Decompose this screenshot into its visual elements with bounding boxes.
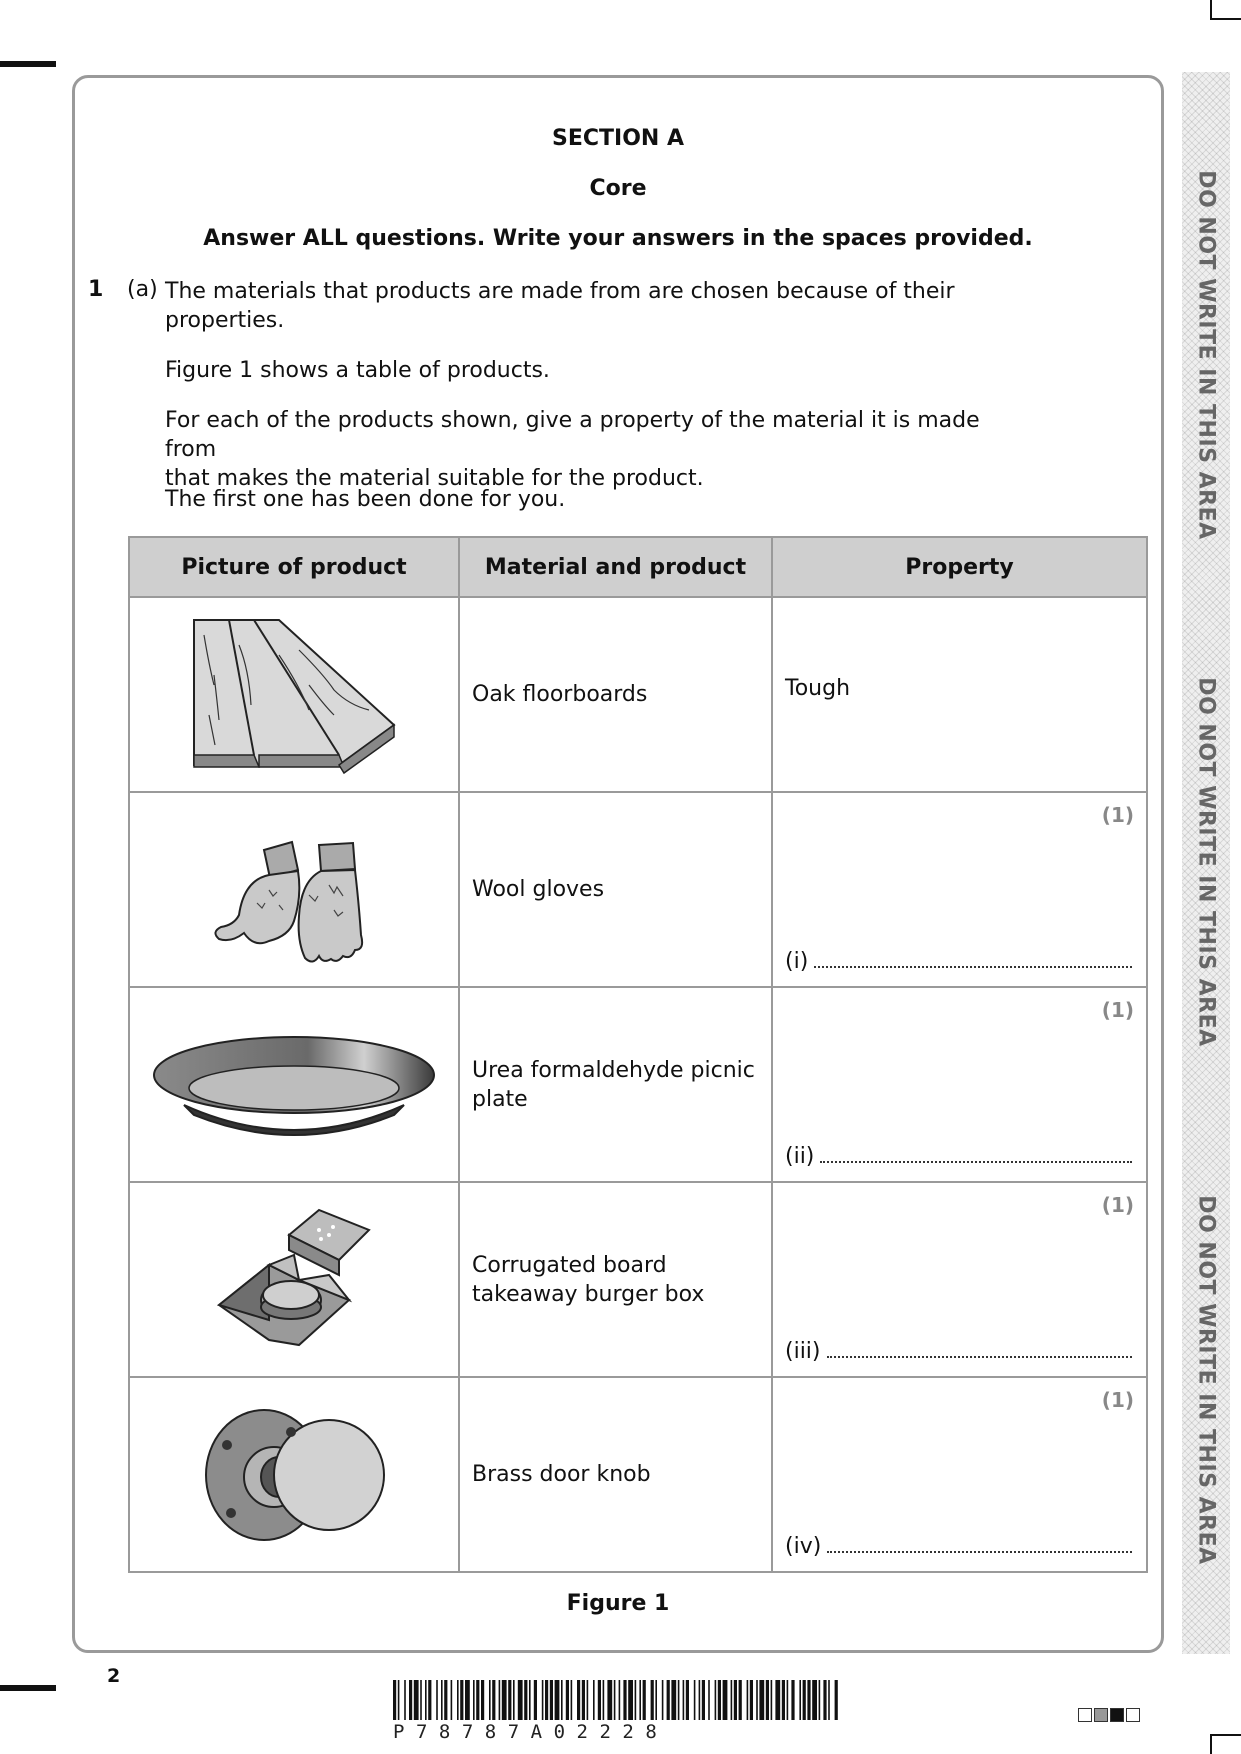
crop-mark-bottom-left bbox=[0, 1685, 56, 1691]
property-cell bbox=[772, 792, 1147, 987]
product-name-line1: Corrugated board bbox=[472, 1252, 667, 1278]
mark-allocation: (1) bbox=[1101, 998, 1134, 1022]
product-picture-cell bbox=[129, 1182, 459, 1377]
indicator-square-black bbox=[1110, 1708, 1124, 1722]
product-name-line1: Urea formaldehyde picnic bbox=[472, 1057, 755, 1083]
section-heading: SECTION A bbox=[551, 126, 684, 151]
product-name-line1: Wool gloves bbox=[472, 877, 605, 902]
table-row bbox=[129, 1377, 1147, 1572]
product-picture-cell bbox=[129, 597, 459, 792]
mark-allocation: (1) bbox=[1101, 1193, 1134, 1217]
dotted-answer-line[interactable] bbox=[827, 1354, 1132, 1358]
question-task-line1: For each of the products shown, give a property of the material it is made from bbox=[165, 408, 980, 462]
property-cell bbox=[772, 597, 1147, 792]
crop-mark-bottom-right bbox=[1210, 1734, 1212, 1754]
barcode-number: P78787A02228 bbox=[393, 1721, 669, 1743]
product-name-line1: Oak floorboards bbox=[472, 682, 648, 707]
material-product-cell bbox=[459, 987, 772, 1182]
product-name-line2: plate bbox=[472, 1086, 528, 1112]
indicator-square-empty bbox=[1078, 1708, 1092, 1722]
mark-allocation: (1) bbox=[1101, 803, 1134, 827]
burger-box-icon bbox=[209, 1205, 379, 1355]
barcode-icon bbox=[393, 1680, 843, 1720]
header-property: Property bbox=[772, 537, 1147, 597]
table-header-row bbox=[129, 537, 1147, 597]
margin-warning-bottom: DO NOT WRITE IN THIS AREA bbox=[1193, 1195, 1219, 1565]
material-product-cell bbox=[459, 1377, 772, 1572]
mark-allocation: (1) bbox=[1101, 1388, 1134, 1412]
table-row bbox=[129, 1182, 1147, 1377]
plate-icon bbox=[149, 1030, 439, 1140]
material-product-cell bbox=[459, 597, 772, 792]
answer-field[interactable] bbox=[785, 1144, 1132, 1169]
answer-label: (i) bbox=[785, 949, 809, 974]
product-picture-cell bbox=[129, 792, 459, 987]
crop-mark-bottom-right-h bbox=[1210, 1734, 1241, 1736]
indicator-square-grey bbox=[1094, 1708, 1108, 1722]
material-product-cell bbox=[459, 792, 772, 987]
property-cell bbox=[772, 1377, 1147, 1572]
crop-mark-top-right-h bbox=[1210, 18, 1241, 20]
question-intro bbox=[165, 277, 1025, 335]
floorboards-icon bbox=[189, 615, 399, 775]
indicator-square-empty bbox=[1126, 1708, 1140, 1722]
table-row bbox=[129, 597, 1147, 792]
answer-label: (iv) bbox=[785, 1534, 822, 1559]
question-task-line2: that makes the material suitable for the product. bbox=[165, 466, 704, 491]
answer-field[interactable] bbox=[785, 1339, 1132, 1364]
dotted-answer-line[interactable] bbox=[820, 1159, 1132, 1163]
question-number: 1 bbox=[88, 277, 104, 302]
margin-warning-middle: DO NOT WRITE IN THIS AREA bbox=[1193, 677, 1219, 1047]
product-name-line2: takeaway burger box bbox=[472, 1281, 705, 1307]
figure-caption: Figure 1 bbox=[566, 1591, 670, 1616]
instruction-text: Answer ALL questions. Write your answers in the spaces provided. bbox=[203, 226, 1033, 251]
product-picture-cell bbox=[129, 1377, 459, 1572]
header-picture: Picture of product bbox=[129, 537, 459, 597]
property-cell bbox=[772, 1182, 1147, 1377]
door-knob-icon bbox=[199, 1405, 389, 1545]
question-intro-line1: The materials that products are made from are chosen because of their bbox=[165, 279, 955, 304]
header-material: Material and product bbox=[459, 537, 772, 597]
products-table bbox=[128, 536, 1148, 1573]
answer-label: (iii) bbox=[785, 1339, 821, 1364]
page-indicator-squares bbox=[1078, 1708, 1140, 1722]
material-product-cell bbox=[459, 1182, 772, 1377]
example-property: Tough bbox=[785, 676, 851, 701]
answer-field[interactable] bbox=[785, 949, 1132, 974]
question-part: (a) bbox=[127, 277, 158, 302]
question-intro-line2: properties. bbox=[165, 308, 285, 333]
gloves-icon bbox=[209, 815, 379, 965]
product-picture-cell bbox=[129, 987, 459, 1182]
crop-mark-top-left bbox=[0, 61, 56, 67]
subsection-heading: Core bbox=[589, 176, 647, 201]
dotted-answer-line[interactable] bbox=[827, 1549, 1132, 1553]
page-number: 2 bbox=[107, 1665, 121, 1687]
product-name-line1: Brass door knob bbox=[472, 1462, 651, 1487]
margin-warning-top: DO NOT WRITE IN THIS AREA bbox=[1193, 170, 1219, 540]
dotted-answer-line[interactable] bbox=[814, 964, 1132, 968]
question-task bbox=[165, 406, 1025, 493]
crop-mark-top-right bbox=[1210, 0, 1212, 20]
answer-label: (ii) bbox=[785, 1144, 815, 1169]
figure-reference: Figure 1 shows a table of products. bbox=[165, 358, 550, 383]
answer-field[interactable] bbox=[785, 1534, 1132, 1559]
property-cell bbox=[772, 987, 1147, 1182]
table-row bbox=[129, 792, 1147, 987]
table-row bbox=[129, 987, 1147, 1182]
example-note: The first one has been done for you. bbox=[165, 487, 566, 512]
